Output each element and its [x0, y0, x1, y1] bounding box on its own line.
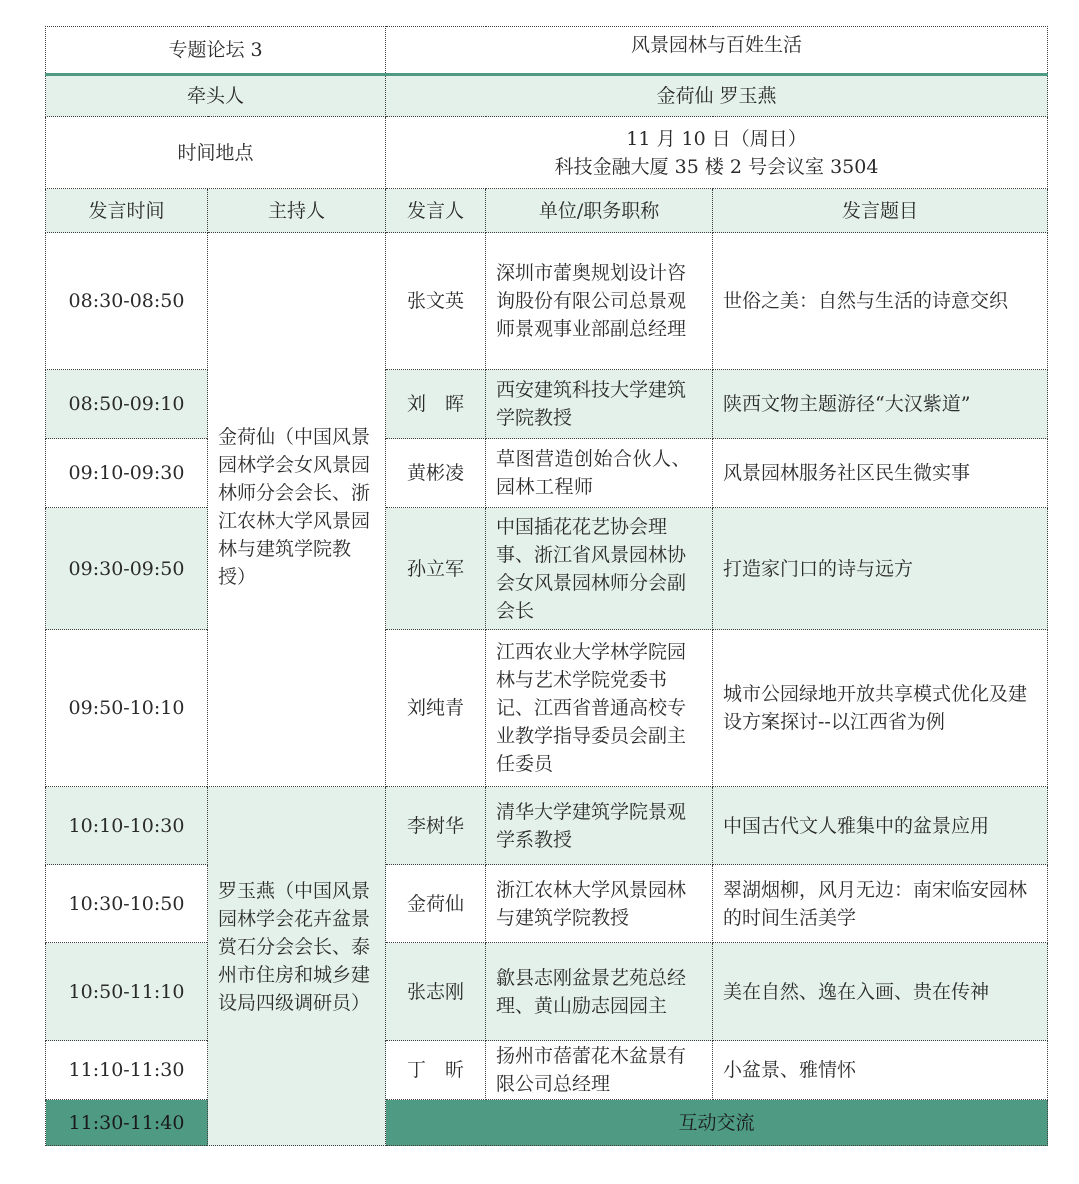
- session-topic: 美在自然、逸在入画、贵在传神: [713, 943, 1048, 1041]
- col-speaker-header: 发言人: [386, 189, 486, 233]
- session-time: 11:10-11:30: [46, 1041, 208, 1100]
- forum-title-row: [46, 27, 1048, 75]
- forum-date: 11 月 10 日（周日）: [626, 127, 807, 150]
- col-host-header: 主持人: [208, 189, 386, 233]
- session-row: [46, 787, 1048, 865]
- closing-time: 11:30-11:40: [46, 1100, 208, 1146]
- session-speaker: 丁 昕: [386, 1041, 486, 1100]
- time-place-row: [46, 117, 1048, 189]
- session-row: [46, 439, 1048, 508]
- session-topic: 陕西文物主题游径“大汉紫道”: [713, 370, 1048, 439]
- forum-title: 风景园林与百姓生活: [386, 27, 1048, 75]
- session-topic: 翠湖烟柳，风月无边：南宋临安园林的时间生活美学: [713, 865, 1048, 943]
- session-speaker: 黄彬凌: [386, 439, 486, 508]
- session-row: [46, 233, 1048, 370]
- session-unit: 浙江农林大学风景园林与建筑学院教授: [486, 865, 713, 943]
- lead-value: 金荷仙 罗玉燕: [386, 75, 1048, 117]
- session-time: 08:50-09:10: [46, 370, 208, 439]
- column-header-row: [46, 189, 1048, 233]
- col-time-header: 发言时间: [46, 189, 208, 233]
- closing-activity: 互动交流: [386, 1100, 1048, 1146]
- session-unit: 西安建筑科技大学建筑学院教授: [486, 370, 713, 439]
- forum-label: 专题论坛 3: [46, 27, 386, 75]
- session-time: 10:50-11:10: [46, 943, 208, 1041]
- session-row: [46, 630, 1048, 787]
- time-place-value: [386, 117, 1048, 189]
- session-row: [46, 508, 1048, 630]
- col-unit-header: 单位/职务职称: [486, 189, 713, 233]
- session-unit: 深圳市蕾奥规划设计咨询股份有限公司总景观师景观事业部副总经理: [486, 233, 713, 370]
- session-time: 09:30-09:50: [46, 508, 208, 630]
- session-unit: 草图营造创始合伙人、园林工程师: [486, 439, 713, 508]
- session-row: [46, 943, 1048, 1041]
- session-speaker: 孙立军: [386, 508, 486, 630]
- lead-row: [46, 75, 1048, 117]
- session-row: [46, 865, 1048, 943]
- session-topic: 风景园林服务社区民生微实事: [713, 439, 1048, 508]
- col-topic-header: 发言题目: [713, 189, 1048, 233]
- session-unit: 歙县志刚盆景艺苑总经理、黄山励志园园主: [486, 943, 713, 1041]
- forum-schedule-table: [45, 26, 1048, 1146]
- host-2: 罗玉燕（中国风景园林学会花卉盆景赏石分会会长、泰州市住房和城乡建设局四级调研员）: [208, 787, 386, 1146]
- session-topic: 小盆景、雅情怀: [713, 1041, 1048, 1100]
- session-time: 10:10-10:30: [46, 787, 208, 865]
- session-row: [46, 370, 1048, 439]
- session-speaker: 张文英: [386, 233, 486, 370]
- session-topic: 城市公园绿地开放共享模式优化及建设方案探讨--以江西省为例: [713, 630, 1048, 787]
- session-row: [46, 1041, 1048, 1100]
- session-speaker: 金荷仙: [386, 865, 486, 943]
- forum-venue: 科技金融大厦 35 楼 2 号会议室 3504: [554, 155, 879, 178]
- session-unit: 清华大学建筑学院景观学系教授: [486, 787, 713, 865]
- session-time: 09:10-09:30: [46, 439, 208, 508]
- closing-row: [46, 1100, 1048, 1146]
- session-topic: 打造家门口的诗与远方: [713, 508, 1048, 630]
- time-place-label: 时间地点: [46, 117, 386, 189]
- session-time: 09:50-10:10: [46, 630, 208, 787]
- host-1: 金荷仙（中国风景园林学会女风景园林师分会会长、浙江农林大学风景园林与建筑学院教授）: [208, 233, 386, 787]
- session-speaker: 刘 晖: [386, 370, 486, 439]
- session-speaker: 李树华: [386, 787, 486, 865]
- session-topic: 中国古代文人雅集中的盆景应用: [713, 787, 1048, 865]
- session-time: 08:30-08:50: [46, 233, 208, 370]
- session-speaker: 张志刚: [386, 943, 486, 1041]
- session-topic: 世俗之美：自然与生活的诗意交织: [713, 233, 1048, 370]
- session-unit: 扬州市蓓蕾花木盆景有限公司总经理: [486, 1041, 713, 1100]
- lead-label: 牵头人: [46, 75, 386, 117]
- session-unit: 江西农业大学林学院园林与艺术学院党委书记、江西省普通高校专业教学指导委员会副主任委员: [486, 630, 713, 787]
- session-unit: 中国插花花艺协会理事、浙江省风景园林协会女风景园林师分会副会长: [486, 508, 713, 630]
- session-time: 10:30-10:50: [46, 865, 208, 943]
- session-speaker: 刘纯青: [386, 630, 486, 787]
